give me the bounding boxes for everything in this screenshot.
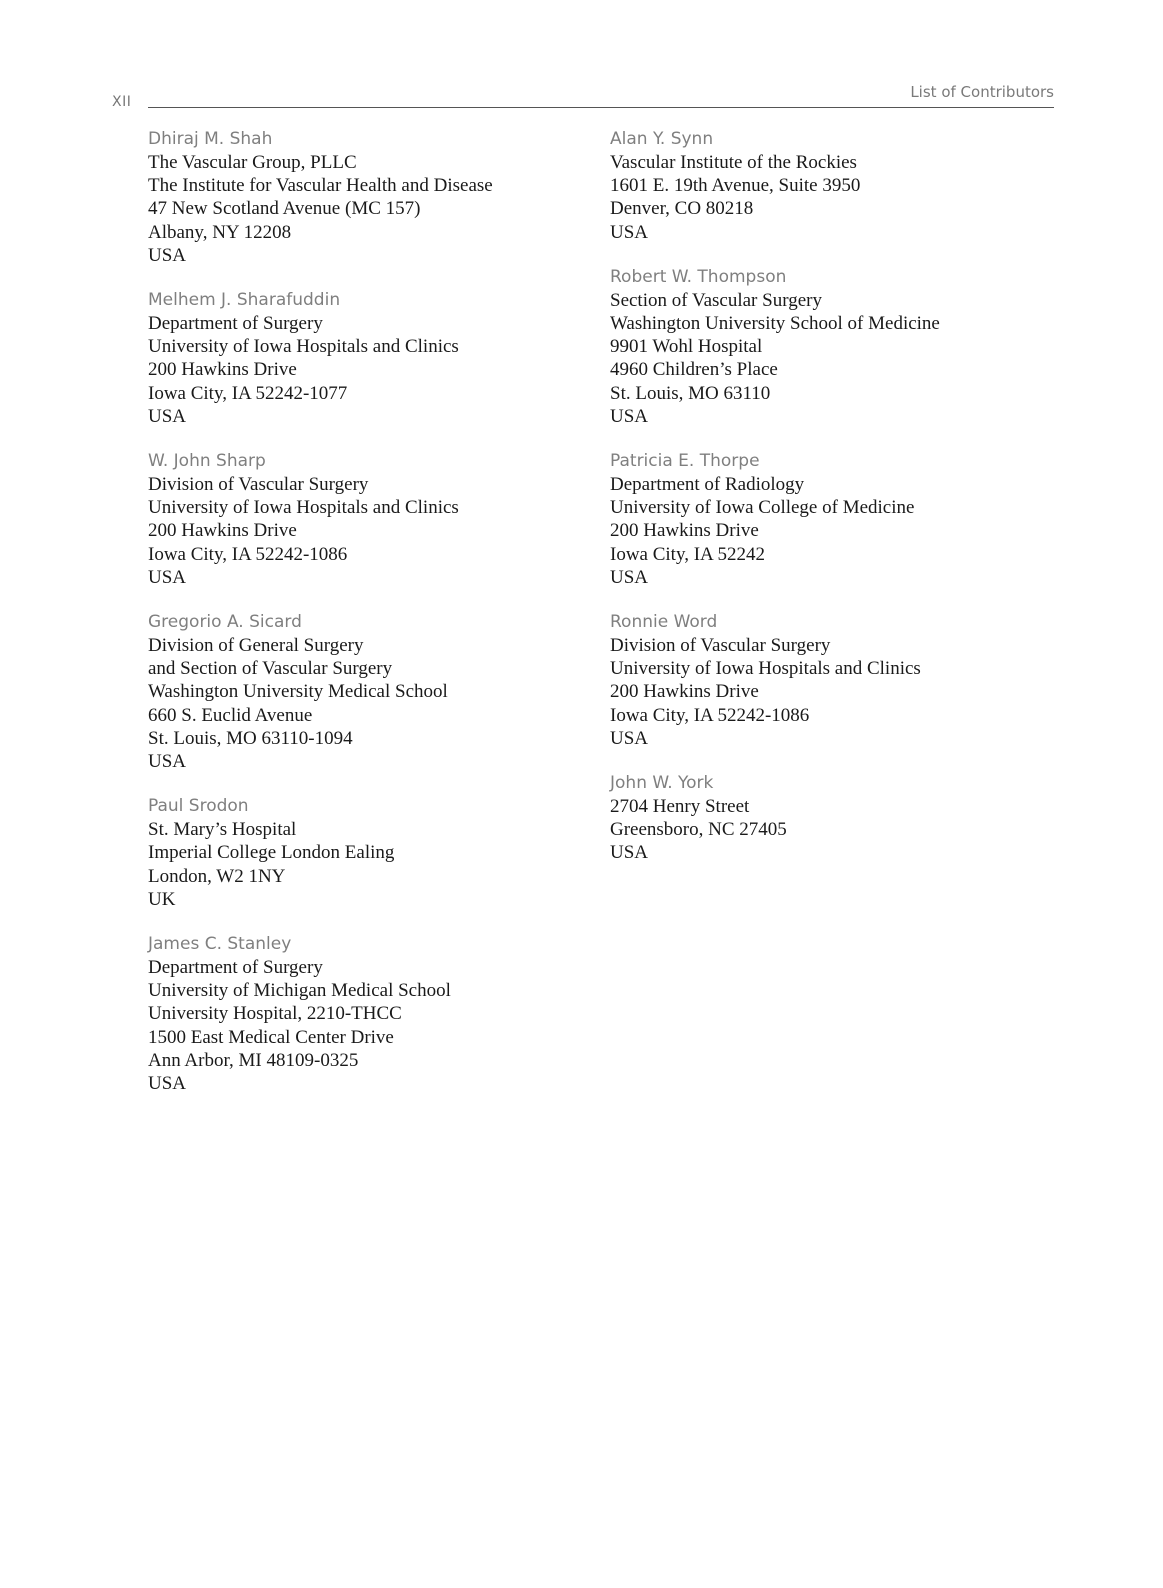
contributor-name: James C. Stanley	[148, 934, 292, 955]
address-line: USA	[148, 405, 187, 427]
address-line: Division of General Surgery	[148, 635, 364, 657]
address-line: St. Mary’s Hospital	[148, 819, 297, 841]
contributor-entry	[610, 611, 1050, 750]
address-line: Iowa City, IA 52242-1086	[148, 543, 348, 565]
contributor-entry	[148, 795, 588, 911]
contributor-name: Melhem J. Sharafuddin	[148, 290, 341, 311]
contributors-column-right	[610, 128, 1050, 887]
address-line: University of Michigan Medical School	[148, 980, 451, 1002]
contributor-name: Dhiraj M. Shah	[148, 129, 273, 149]
address-line: Iowa City, IA 52242-1086	[610, 704, 810, 726]
address-line: 200 Hawkins Drive	[148, 359, 297, 381]
contributor-name: Paul Srodon	[148, 796, 249, 817]
address-line: 4960 Children’s Place	[610, 359, 778, 381]
address-line: Denver, CO 80218	[610, 198, 754, 220]
address-line: USA	[610, 566, 649, 588]
address-line: Section of Vascular Surgery	[610, 289, 822, 311]
address-line: 1601 E. 19th Avenue, Suite 3950	[610, 175, 861, 197]
address-line: USA	[610, 727, 649, 749]
address-line: Department of Surgery	[148, 313, 323, 335]
address-line: Albany, NY 12208	[148, 221, 292, 243]
contributor-entry	[610, 266, 1050, 428]
address-line: University of Iowa Hospitals and Clinics	[610, 658, 921, 680]
address-line: Washington University Medical School	[148, 681, 448, 703]
address-line: USA	[148, 244, 187, 266]
contributor-name: Gregorio A. Sicard	[148, 612, 302, 633]
address-line: USA	[610, 405, 649, 427]
contributors-column-left	[148, 128, 588, 1117]
contributor-entry	[148, 933, 588, 1095]
address-line: University of Iowa Hospitals and Clinics	[148, 497, 459, 519]
page-number: XII	[112, 94, 132, 110]
address-line: University of Iowa Hospitals and Clinics	[148, 336, 459, 358]
address-line: and Section of Vascular Surgery	[148, 658, 393, 680]
address-line: USA	[148, 751, 187, 773]
address-line: USA	[610, 221, 649, 243]
contributor-entry	[610, 128, 1050, 244]
address-line: 9901 Wohl Hospital	[610, 336, 763, 358]
address-line: USA	[610, 842, 649, 864]
address-line: University of Iowa College of Medicine	[610, 497, 915, 519]
contributor-name: Patricia E. Thorpe	[610, 451, 760, 472]
address-line: USA	[148, 1073, 187, 1095]
contributor-name: John W. York	[610, 773, 714, 794]
address-line: 660 S. Euclid Avenue	[148, 704, 313, 726]
address-line: 2704 Henry Street	[610, 796, 750, 818]
address-line: Department of Radiology	[610, 474, 805, 496]
address-line: Imperial College London Ealing	[148, 842, 395, 864]
address-line: St. Louis, MO 63110	[610, 382, 771, 404]
address-line: Ann Arbor, MI 48109-0325	[148, 1049, 359, 1071]
address-line: 1500 East Medical Center Drive	[148, 1026, 394, 1048]
contributor-entry	[148, 289, 588, 428]
address-line: St. Louis, MO 63110-1094	[148, 727, 353, 749]
address-line: Division of Vascular Surgery	[610, 635, 831, 657]
address-line: 200 Hawkins Drive	[610, 520, 759, 542]
header-rule	[148, 107, 1054, 108]
contributor-entry	[610, 772, 1050, 865]
contributor-entry	[148, 611, 588, 773]
contributor-entry	[610, 450, 1050, 589]
address-line: USA	[148, 566, 187, 588]
contributor-entry	[148, 450, 588, 589]
address-line: The Institute for Vascular Health and Disease	[148, 175, 493, 197]
contributor-name: Ronnie Word	[610, 612, 718, 633]
address-line: 200 Hawkins Drive	[148, 520, 297, 542]
address-line: Vascular Institute of the Rockies	[610, 152, 857, 173]
address-line: Department of Surgery	[148, 957, 323, 979]
address-line: The Vascular Group, PLLC	[148, 152, 357, 173]
address-line: Washington University School of Medicine	[610, 313, 940, 335]
address-line: Division of Vascular Surgery	[148, 474, 369, 496]
address-line: UK	[148, 888, 176, 910]
address-line: 200 Hawkins Drive	[610, 681, 759, 703]
contributor-entry	[148, 128, 588, 267]
contributor-name: W. John Sharp	[148, 451, 266, 472]
running-head-title: List of Contributors	[910, 83, 1054, 101]
address-line: Iowa City, IA 52242	[610, 543, 765, 565]
address-line: Iowa City, IA 52242-1077	[148, 382, 348, 404]
address-line: Greensboro, NC 27405	[610, 819, 787, 841]
contributor-name: Alan Y. Synn	[610, 129, 714, 149]
address-line: 47 New Scotland Avenue (MC 157)	[148, 198, 421, 220]
contributor-name: Robert W. Thompson	[610, 266, 787, 287]
address-line: University Hospital, 2210-THCC	[148, 1003, 402, 1025]
address-line: London, W2 1NY	[148, 865, 286, 887]
